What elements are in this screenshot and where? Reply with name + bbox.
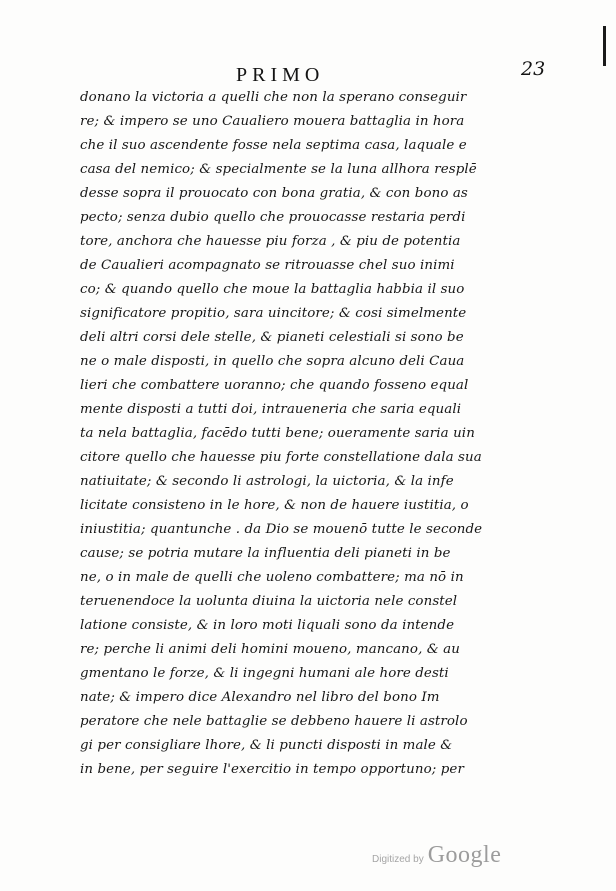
page-edge-mark [603,26,606,66]
text-line: desse sopra il prouocato con bona gratia, & con bono as [80,186,468,201]
text-line: pecto; senza dubio quello che prouocasse restaria perdi [80,210,466,225]
text-line: cause; se potria mutare la influentia deli pianeti in be [80,546,451,561]
text-line: de Caualieri acompagnato se ritrouasse chel suo inimi [80,258,455,273]
text-line: iniustitia; quantunche . da Dio se mouenō tutte le seconde [80,522,483,537]
text-line: ta nela battaglia, facēdo tutti bene; oueramente saria uin [80,426,475,441]
text-line: citore quello che hauesse piu forte constellatione dala sua [80,450,482,465]
text-line: ne, o in male de quelli che uoleno combattere; ma nō in [80,570,464,585]
watermark-prefix: Digitized by [372,854,424,865]
digitized-watermark [372,842,501,870]
text-line: nate; & impero dice Alexandro nel libro del bono Im [80,690,440,705]
text-line: gi per consigliare lhore, & li puncti disposti in male & [80,738,453,753]
body-text [80,86,498,782]
text-line: licitate consisteno in le hore, & non de hauere iustitia, o [80,498,469,513]
text-line: lieri che combattere uoranno; che quando fosseno equal [80,378,469,393]
text-line: deli altri corsi dele stelle, & pianeti celestiali si sono be [80,330,464,345]
text-line: natiuitate; & secondo li astrologi, la uictoria, & la infe [80,474,454,489]
text-line: significatore propitio, sara uincitore; & cosi simelmente [80,306,467,321]
text-line: co; & quando quello che moue la battaglia habbia il suo [80,282,465,297]
text-line: donano la victoria a quelli che non la sperano conseguir [80,90,467,105]
text-line: teruenendoce la uolunta diuina la uictoria nele constel [80,594,458,609]
text-line: peratore che nele battaglie se debbeno hauere li astrolo [80,714,468,729]
text-line: mente disposti a tutti doi, intraueneria che saria equali [80,402,462,417]
text-line: tore, anchora che hauesse piu forza , & piu de potentia [80,234,461,249]
text-line: casa del nemico; & specialmente se la luna allhora resplē [80,162,477,177]
google-logo: Google [427,842,502,868]
text-line: latione consiste, & in loro moti liquali sono da intende [80,618,455,633]
running-head: PRIMO [236,64,325,86]
text-line: che il suo ascendente fosse nela septima casa, laquale e [80,138,467,153]
text-line: gmentano le forze, & li ingegni humani ale hore desti [80,666,449,681]
text-line: ne o male disposti, in quello che sopra alcuno deli Caua [80,354,465,369]
text-line: re; perche li animi deli homini moueno, mancano, & au [80,642,460,657]
text-line: re; & impero se uno Caualiero mouera battaglia in hora [80,114,465,129]
page-number: 23 [521,58,546,80]
text-line: in bene, per seguire l'exercitio in tempo opportuno; per [80,762,464,777]
